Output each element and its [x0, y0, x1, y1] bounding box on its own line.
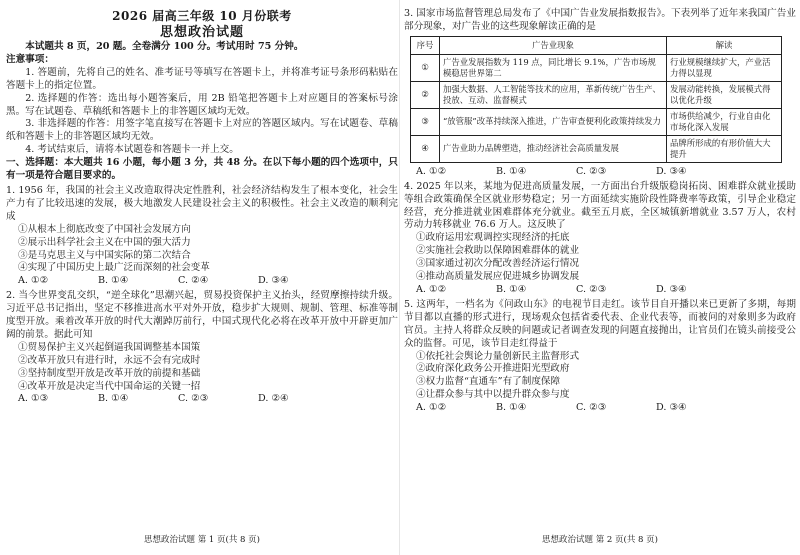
- statement-option: ③国家通过初次分配改善经济运行情况: [416, 258, 580, 270]
- phenomenon-cell: 广告业助力品牌塑造，推动经济社会高质量发展: [440, 135, 667, 162]
- column-header: 序号: [411, 36, 440, 54]
- row-number: ③: [411, 108, 440, 135]
- phenomenon-cell: “放管服”改革持续深入推进，广告审查便利化政策持续发力: [440, 108, 667, 135]
- statement-option: ②改革开放只有进行时，永远不会有完成时: [18, 354, 201, 366]
- page-footer: 思想政治试题 第 2 页(共 8 页): [542, 535, 658, 545]
- statement-option: ③是马克思主义与中国实际的第二次结合: [18, 249, 191, 261]
- answer-choices: [6, 393, 398, 406]
- reading-cell: 市场供给减少，行业自由化市场化深入发展: [667, 108, 782, 135]
- choice-a: A. ①②: [18, 275, 49, 287]
- answer-choices: [404, 402, 796, 415]
- table-row: [411, 81, 782, 108]
- table-header-row: [411, 36, 782, 54]
- choice-d: D. ③④: [656, 165, 687, 177]
- page-one: [6, 0, 398, 555]
- choice-a: A. ①②: [416, 402, 447, 414]
- note-item: 1. 答题前，先将自己的姓名、准考证号等填写在答题卡上，并将准考证号条形码粘贴在答题卡上的指定位置。: [6, 66, 398, 91]
- question-stem: 4. 2025 年以来，某地为促进高质量发展，一方面出台升级版稳岗拓岗、困难群众就业援助等组合政策确保全区就业形势稳定；另一方面延续实施阶段性降费率等政策，引导企业稳定经营，充分推进就业困难群体充分就业。截至五月底，全区城镇新增就业 3.57 万人，农村劳动力转移就业 76.6 万人。这反映了: [404, 180, 796, 231]
- table-row: [411, 135, 782, 162]
- choice-d: D. ③④: [258, 275, 289, 287]
- statement-option: ④推动高质量发展应促进城乡协调发展: [416, 271, 580, 283]
- statement-option: ④实现了中国历史上最广泛而深刻的社会变革: [18, 262, 210, 274]
- statement-option: ③坚持制度型开放是改革开放的前提和基础: [18, 367, 201, 379]
- choice-b: B. ①④: [98, 275, 129, 287]
- note-item: 4. 考试结束后，请将本试题卷和答题卡一并上交。: [25, 144, 239, 156]
- choice-b: B. ①④: [496, 283, 527, 295]
- question-stem: 2. 当今世界变乱交织，“逆全球化”思潮兴起，贸易投资保护主义抬头，经贸摩擦持续升级。习近平总书记指出，坚定不移推进高水平对外开放，稳步扩大规则、规制、管理、标准等制度型开放。乘着改革开放的时代大潮踔厉前行，中国式现代化必将在改革开放中开辟更加广阔的前景。据此可知: [6, 290, 398, 340]
- statement-option: ②政府深化政务公开推进阳光型政府: [416, 363, 570, 375]
- exam-info: 本试题共 8 页，20 题。全卷满分 100 分。考试用时 75 分钟。: [25, 41, 304, 52]
- column-header: 广告业现象: [440, 36, 667, 54]
- row-number: ①: [411, 54, 440, 81]
- choice-c: C. ②③: [576, 402, 607, 414]
- statement-option: ③权力监督“直通车”有了制度保障: [416, 376, 561, 388]
- statement-option: ①从根本上彻底改变了中国社会发展方向: [18, 223, 191, 235]
- statement-option: ④让群众参与其中以提升群众参与度: [416, 389, 570, 401]
- statement-option: ②展示出科学社会主义在中国的强大活力: [18, 236, 191, 248]
- choice-d: D. ③④: [656, 402, 687, 414]
- statement-option: ①依托社会舆论力量创新民主监督形式: [416, 350, 580, 362]
- answer-choices: [6, 275, 398, 288]
- question-5: [404, 299, 796, 415]
- notes-heading: 注意事项：: [6, 53, 54, 65]
- choice-d: D. ②④: [258, 393, 289, 405]
- answer-choices: [404, 284, 796, 297]
- choice-b: B. ①④: [98, 393, 129, 405]
- section-heading: 一、选择题：本大题共 16 小题，每小题 3 分，共 48 分。在以下每小题的四个选项中，只有一项是符合题目要求的。: [6, 157, 398, 182]
- choice-c: C. ②③: [576, 283, 607, 295]
- statement-option: ①政府运用宏观调控实现经济的托底: [416, 232, 570, 244]
- choice-a: A. ①②: [416, 283, 447, 295]
- choice-b: B. ①④: [496, 402, 527, 414]
- question-1: [6, 185, 398, 288]
- statement-option: ④改革开放是决定当代中国命运的关键一招: [18, 380, 201, 392]
- page-footer: 思想政治试题 第 1 页(共 8 页): [144, 535, 260, 545]
- choice-c: C. ②③: [178, 393, 209, 405]
- table-row: [411, 54, 782, 81]
- choice-a: A. ①③: [18, 393, 49, 405]
- row-number: ②: [411, 81, 440, 108]
- phenomenon-cell: 加强大数据、人工智能等技术的应用，革新传统广告生产、投放、互动、监督模式: [440, 81, 667, 108]
- note-item: 3. 非选择题的作答：用签字笔直接写在答题卡上对应的答题区域内。写在试题卷、草稿纸和答题卡上的非答题区域均无效。: [6, 118, 398, 143]
- question-stem: 3. 国家市场监督管理总局发布了《中国广告业发展指数报告》。下表列举了近年来我国广告业部分现象，对广告业的这些现象解读正确的是: [404, 8, 796, 32]
- answer-choices: [404, 166, 796, 179]
- choice-b: B. ①④: [496, 165, 527, 177]
- phenomena-table: [410, 36, 782, 163]
- column-header: 解读: [667, 36, 782, 54]
- question-stem: 1. 1956 年，我国的社会主义改造取得决定性胜利，社会经济结构发生了根本变化，社会生产力有了比较迅速的发展，极大地激发人民建设社会主义的积极性。社会主义改造的顺利完成: [6, 184, 398, 222]
- table-row: [411, 108, 782, 135]
- exam-title: 2026 届高三年级 10 月份联考: [112, 9, 292, 23]
- choice-d: D. ③④: [656, 283, 687, 295]
- page-divider: [399, 0, 400, 555]
- choice-c: C. ②④: [178, 275, 209, 287]
- reading-cell: 品牌所形成的有形价值大大提升: [667, 135, 782, 162]
- statement-option: ②实施社会救助以保障困难群体的就业: [416, 245, 580, 257]
- choice-c: C. ②③: [576, 165, 607, 177]
- question-4: [404, 181, 796, 297]
- phenomenon-cell: 广告业发展指数为 119 点，同比增长 9.1%，广告市场规模稳居世界第二: [440, 54, 667, 81]
- reading-cell: 行业规模继续扩大，产业活力得以显现: [667, 54, 782, 81]
- row-number: ④: [411, 135, 440, 162]
- exam-subject: 思想政治试题: [159, 25, 244, 40]
- page-two: [404, 0, 796, 555]
- question-3: [404, 8, 796, 179]
- statement-option: ①贸易保护主义兴起倒逼我国调整基本国策: [18, 341, 201, 353]
- question-2: [6, 290, 398, 406]
- question-stem: 5. 这两年，一档名为《问政山东》的电视节目走红。该节目自开播以来已更新了多期，每期节目都以直播的形式进行，现场观众包括省委代表、企业代表等，而被问的对象则多为政府官员。主持人将群众反映的问题或记者调查发现的问题直接抛出，让官员们在镜头前接受公众的监督。可见，该节目走红得益于: [404, 298, 796, 349]
- note-item: 2. 选择题的作答：选出每小题答案后，用 2B 铅笔把答题卡上对应题目的答案标号涂黑。写在试题卷、草稿纸和答题卡上的非答题区域均无效。: [6, 92, 398, 117]
- reading-cell: 发展动能转换，发展模式得以优化升级: [667, 81, 782, 108]
- choice-a: A. ①②: [416, 165, 447, 177]
